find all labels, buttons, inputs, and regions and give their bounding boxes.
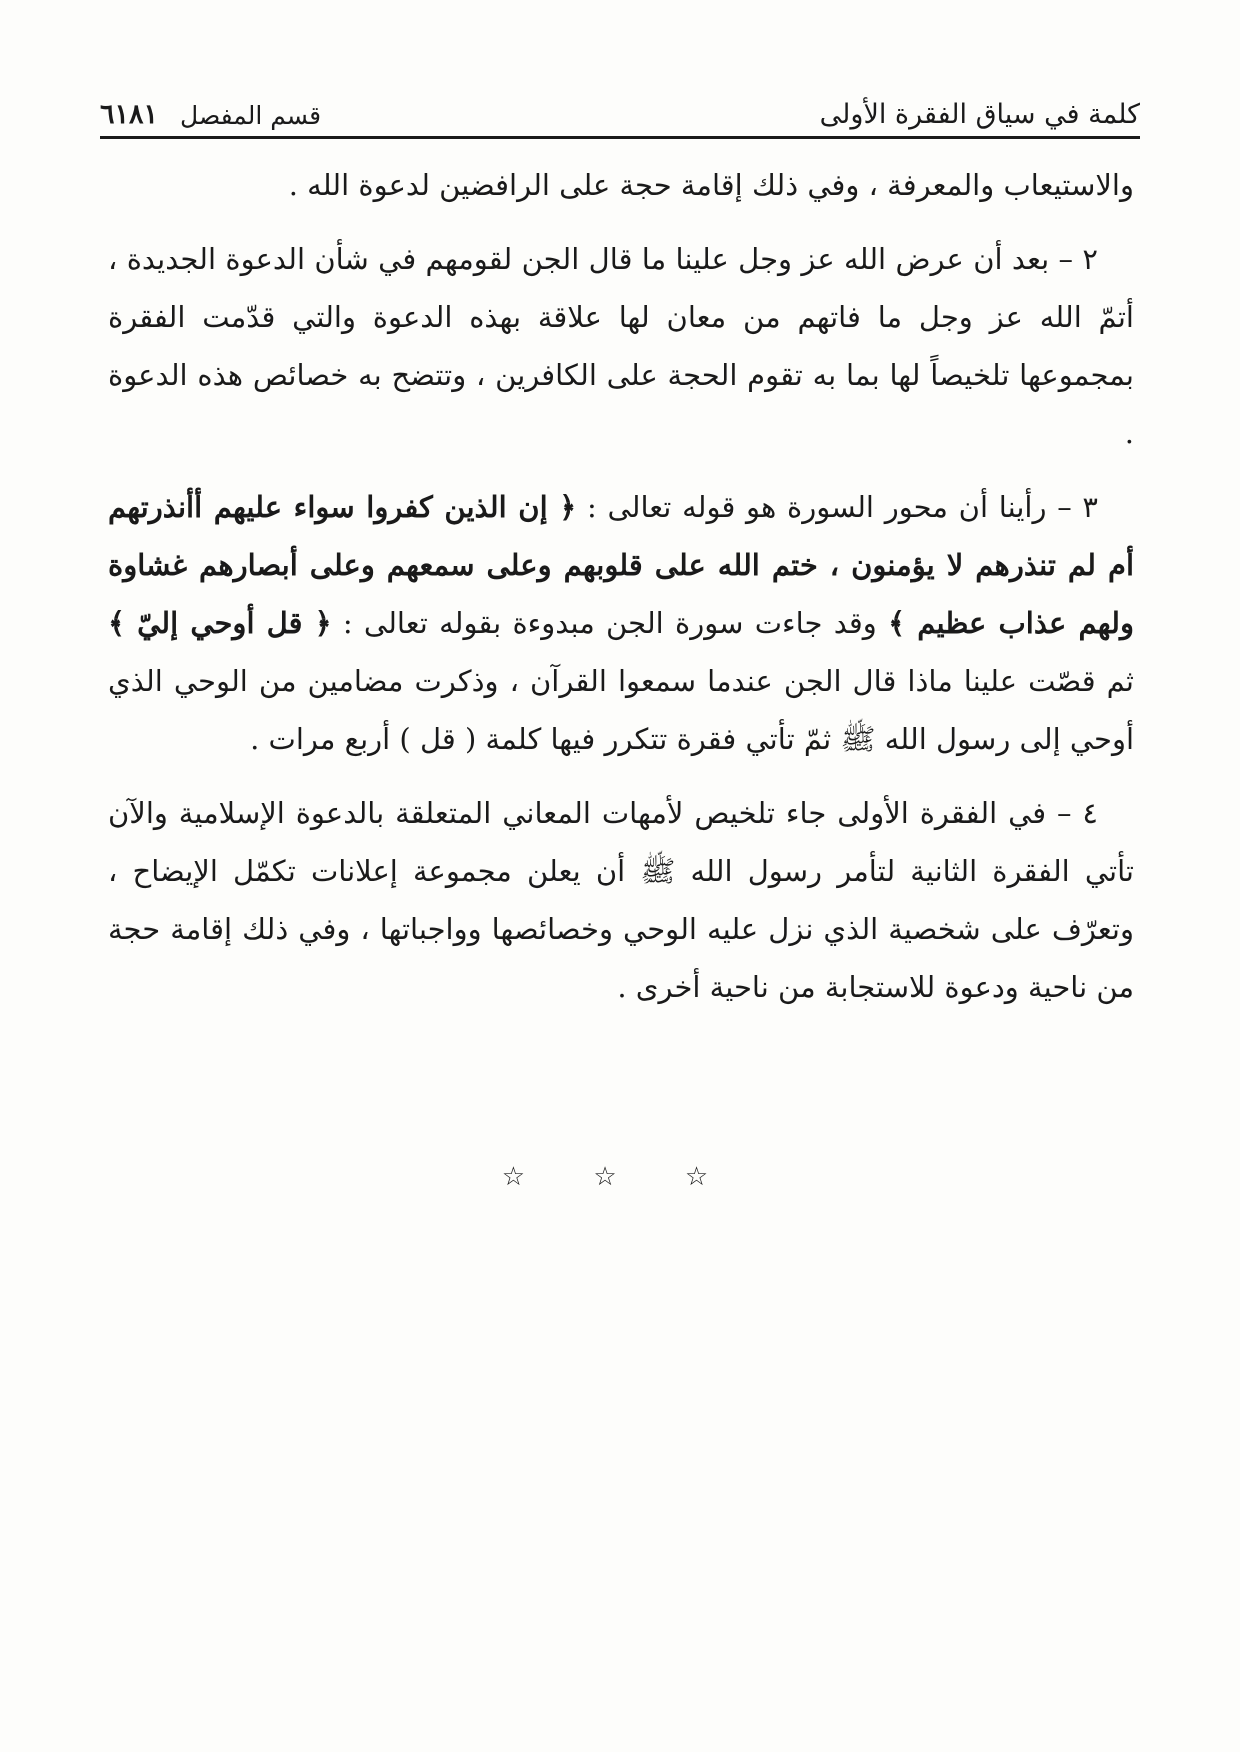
quran-verse-1: ﴿ إن الذين كفروا سواء عليهم أأنذرتهم أم لم تنذرهم لا يؤمنون ، ختم الله على قلوبهم وعلى سمعهم وعلى أبصارهم غشاوة ولهم عذاب عظيم ﴾ [108, 490, 1135, 640]
header-title: كلمة في سياق الفقرة الأولى [819, 99, 1140, 130]
paragraph-continuation: والاستيعاب والمعرفة ، وفي ذلك إقامة حجة على الرافضين لدعوة الله . [288, 168, 1134, 202]
paragraph-3-text-c: ثم قصّت علينا ماذا قال الجن عندما سمعوا القرآن ، وذكرت مضامين من الوحي الذي أوحي إلى رسول الله ﷺ ثمّ تأتي فقرة تتكرر فيها كلمة ( قل ) أربع مرات . [108, 664, 1134, 756]
body-text [108, 156, 1134, 1032]
paragraph-3-text-a: ٣ – رأينا أن محور السورة هو قوله تعالى : [576, 490, 1098, 524]
quran-verse-2: ﴿ قل أوحي إليّ ﴾ [108, 606, 332, 640]
paragraph-4: ٤ – في الفقرة الأولى جاء تلخيص لأمهات المعاني المتعلقة بالدعوة الإسلامية والآن تأتي الفقرة الثانية لتأمر رسول الله ﷺ أن يعلن مجموعة إعلانات تكمّل الإيضاح ، وتعرّف على شخصية الذي نزل عليه الوحي وخصائصها وواجباتها ، وفي ذلك إقامة حجة من ناحية ودعوة للاستجابة من ناحية أخرى . [108, 796, 1134, 1004]
paragraph-3-text-b: وقد جاءت سورة الجن مبدوءة بقوله تعالى : [331, 606, 889, 640]
header-meta [100, 99, 321, 130]
page-number: ٦١٨١ [100, 99, 159, 130]
paragraph-3 [108, 478, 1134, 768]
paragraph-2: ٢ – بعد أن عرض الله عز وجل علينا ما قال الجن لقومهم في شأن الدعوة الجديدة ، أتمّ الله عز وجل ما فاتهم من معان لها علاقة بهذه الدعوة والتي قدّمت الفقرة بمجموعها تلخيصاً لها بما به تقوم الحجة على الكافرين ، وتتضح به خصائص هذه الدعوة . [108, 242, 1134, 450]
header-section: قسم المفصل [180, 101, 322, 130]
running-header [100, 78, 1140, 139]
section-separator-stars: ☆ ☆ ☆ [501, 1162, 739, 1192]
